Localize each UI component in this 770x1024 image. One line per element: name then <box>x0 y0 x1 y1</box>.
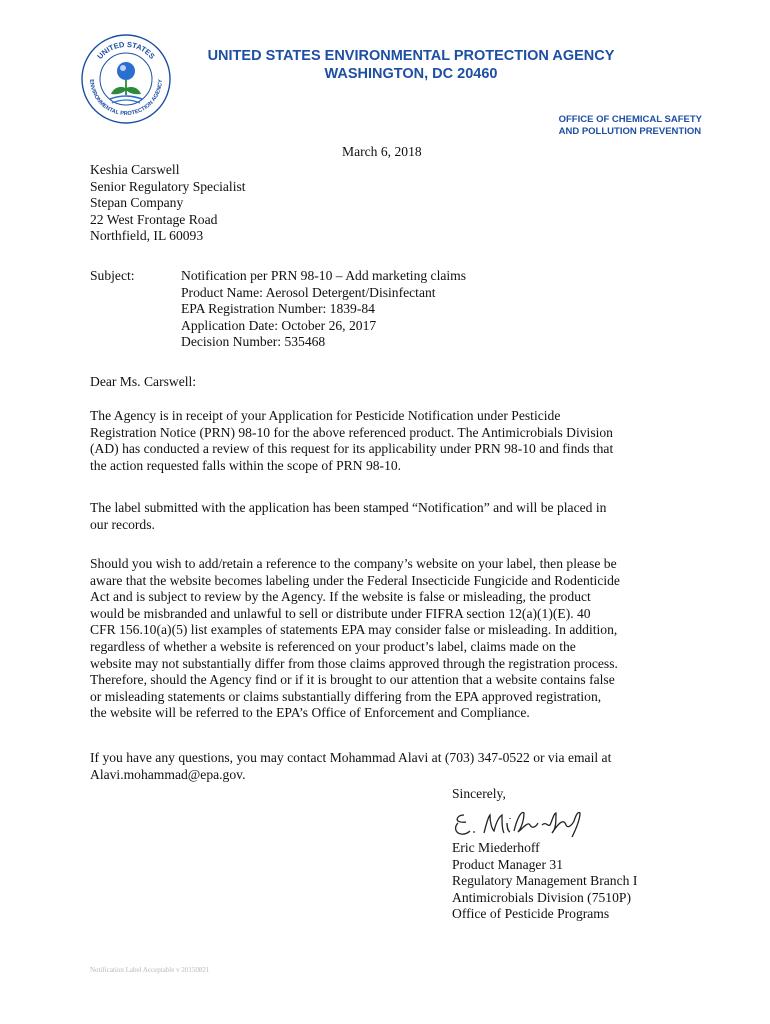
decision-number-line: Decision Number: 535468 <box>181 334 326 350</box>
paragraph-line: CFR 156.10(a)(5) list examples of statements EPA may consider false or misleading. In addition, <box>90 622 618 638</box>
paragraph-line: regardless of whether a website is referenced on your product’s label, claims made on the <box>90 638 576 654</box>
svg-text:UNITED STATES <box>95 40 156 61</box>
paragraph-line: If you have any questions, you may contact Mohammad Alavi at (703) 347-0522 or via email at <box>90 750 612 765</box>
paragraph-line: website may not substantially differ from those claims approved through the registration process. <box>90 655 618 671</box>
signer-name: Eric Miederhoff <box>452 840 540 855</box>
paragraph-line: The label submitted with the application has been stamped “Notification” and will be placed in <box>90 500 607 515</box>
seal-text-bottom: ENVIRONMENTAL PROTECTION AGENCY <box>87 79 165 118</box>
epa-seal-logo <box>80 33 172 125</box>
recipient-title: Senior Regulatory Specialist <box>90 178 246 194</box>
paragraph-line: Therefore, should the Agency find or if it is brought to our attention that a website contains false <box>90 672 615 688</box>
agency-heading <box>191 47 631 83</box>
salutation: Dear Ms. Carswell: <box>90 374 197 389</box>
recipient-street: 22 West Frontage Road <box>90 211 218 227</box>
recipient-company: Stepan Company <box>90 195 184 211</box>
body-paragraph-1 <box>90 408 690 474</box>
product-name-line: Product Name: Aerosol Detergent/Disinfectant <box>181 284 436 300</box>
closing: Sincerely, <box>452 786 506 801</box>
subject-label: Subject: <box>90 268 135 283</box>
subject-line: Notification per PRN 98-10 – Add marketing claims <box>181 268 467 283</box>
signer-branch: Regulatory Management Branch I <box>452 873 638 889</box>
office-line-1: OFFICE OF CHEMICAL SAFETY <box>558 114 702 125</box>
office-heading <box>559 114 702 137</box>
paragraph-line: or misleading statements or claims substantially differing from the EPA approved registration, <box>90 688 602 704</box>
body-paragraph-3 <box>90 556 690 722</box>
paragraph-line: the action requested falls within the scope of PRN 98-10. <box>90 457 402 473</box>
subject-block <box>181 268 466 351</box>
body-paragraph-4 <box>90 750 690 783</box>
recipient-address <box>90 162 246 245</box>
signer-office: Office of Pesticide Programs <box>452 906 610 922</box>
paragraph-line: would be misbranded and unlawful to sell or distribute under FIFRA section 12(a)(1)(E). 40 <box>90 605 591 621</box>
office-line-2: AND POLLUTION PREVENTION <box>558 125 702 137</box>
recipient-name: Keshia Carswell <box>90 162 180 177</box>
letter-date: March 6, 2018 <box>342 144 422 159</box>
paragraph-line: our records. <box>90 516 155 532</box>
paragraph-line: Alavi.mohammad@epa.gov. <box>90 766 246 782</box>
handwritten-signature <box>452 807 592 843</box>
paragraph-line: Should you wish to add/retain a reference to the company’s website on your label, then please be <box>90 556 617 571</box>
registration-number-line: EPA Registration Number: 1839-84 <box>181 301 375 317</box>
body-paragraph-2 <box>90 500 690 533</box>
recipient-city: Northfield, IL 60093 <box>90 228 204 244</box>
paragraph-line: Act and is subject to review by the Agency. If the website is false or misleading, the product <box>90 589 591 605</box>
signer-division: Antimicrobials Division (7510P) <box>452 889 631 905</box>
agency-name: UNITED STATES ENVIRONMENTAL PROTECTION AGENCY <box>207 48 615 64</box>
footer-note: Notification Label Acceptable v 20150821 <box>90 966 210 974</box>
agency-city: WASHINGTON, DC 20460 <box>324 66 498 82</box>
signer-block <box>452 840 637 923</box>
paragraph-line: Registration Notice (PRN) 98-10 for the above referenced product. The Antimicrobials Division <box>90 424 613 440</box>
paragraph-line: aware that the website becomes labeling under the Federal Insecticide Fungicide and Rodenticide <box>90 572 620 588</box>
paragraph-line: (AD) has conducted a review of this request for its applicability under PRN 98-10 and finds that <box>90 441 614 457</box>
paragraph-line: The Agency is in receipt of your Application for Pesticide Notification under Pesticide <box>90 408 561 423</box>
paragraph-line: the website will be referred to the EPA’s Office of Enforcement and Compliance. <box>90 705 530 721</box>
seal-text-top: UNITED STATES <box>95 39 157 61</box>
signer-title: Product Manager 31 <box>452 856 563 872</box>
application-date-line: Application Date: October 26, 2017 <box>181 317 377 333</box>
